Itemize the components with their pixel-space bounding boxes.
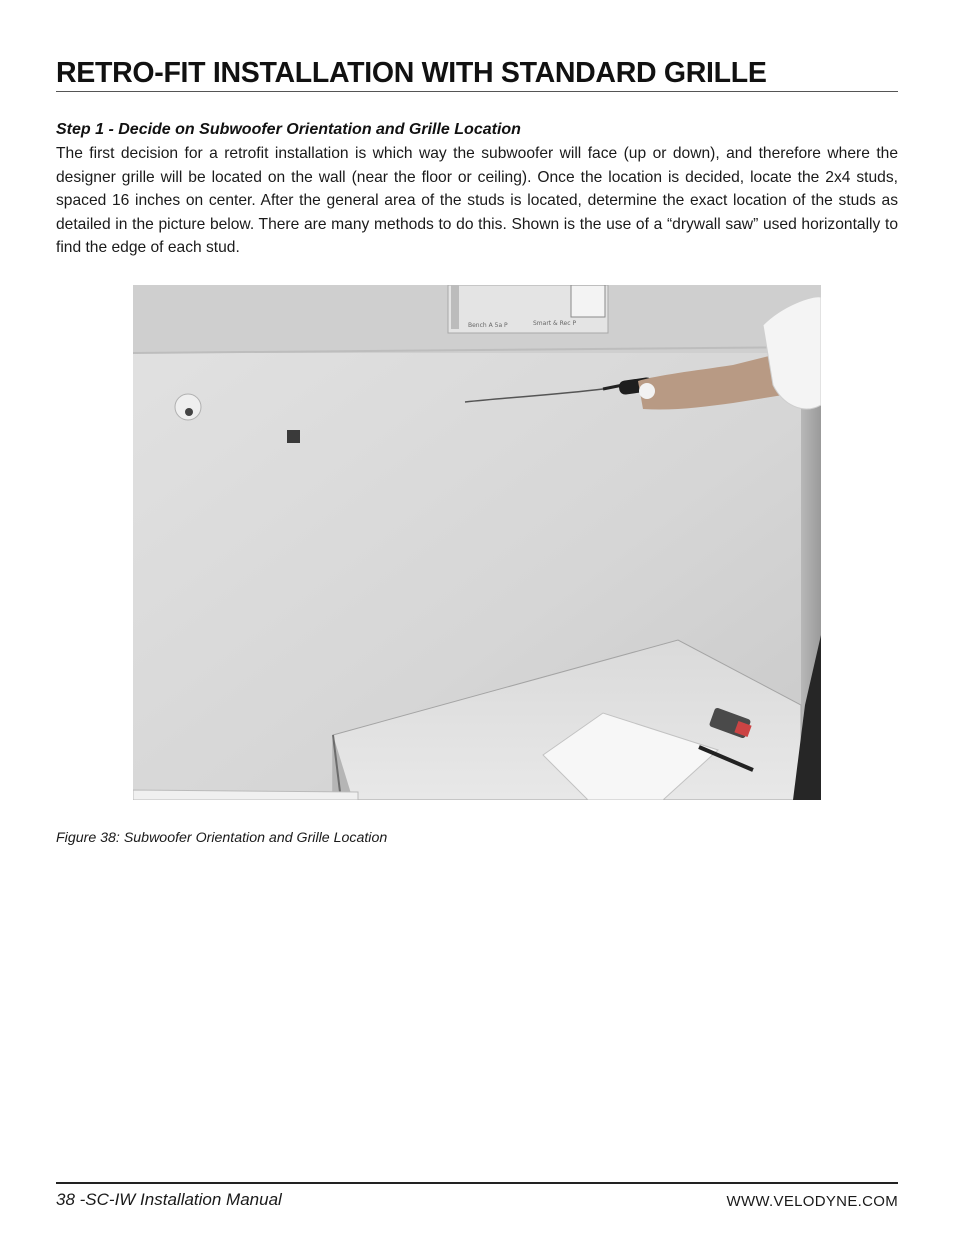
step-body-text: The first decision for a retrofit installation is which way the subwoofer will face (up or down), and therefore where the designer grille will be located on the wall (near the floor or ceiling). Once the location is decided, locate the 2x4 studs, spaced 16 inches on center. After the general area of the studs is located, determine the exact location of the studs as detailed in the picture below. There are many methods to do this. Shown is the use of a “drywall saw” used horizontally to find the edge of each stud. <box>56 145 898 256</box>
page-title: RETRO-FIT INSTALLATION WITH STANDARD GRILLE <box>56 56 898 92</box>
figure-photo <box>133 285 821 800</box>
footer-divider <box>56 1182 898 1184</box>
footer-manual-title: 38 -SC-IW Installation Manual <box>56 1190 282 1209</box>
footer-website: WWW.VELODYNE.COM <box>726 1193 898 1210</box>
svg-text:Smart & Rec P: Smart & Rec P <box>533 320 577 327</box>
step-heading: Step 1 - Decide on Subwoofer Orientation and Grille Location <box>56 121 521 138</box>
svg-text:Bench A 5a P: Bench A 5a P <box>468 322 508 329</box>
figure-caption: Figure 38: Subwoofer Orientation and Grille Location <box>56 830 388 846</box>
photo-drywall-saw-icon <box>133 285 821 800</box>
